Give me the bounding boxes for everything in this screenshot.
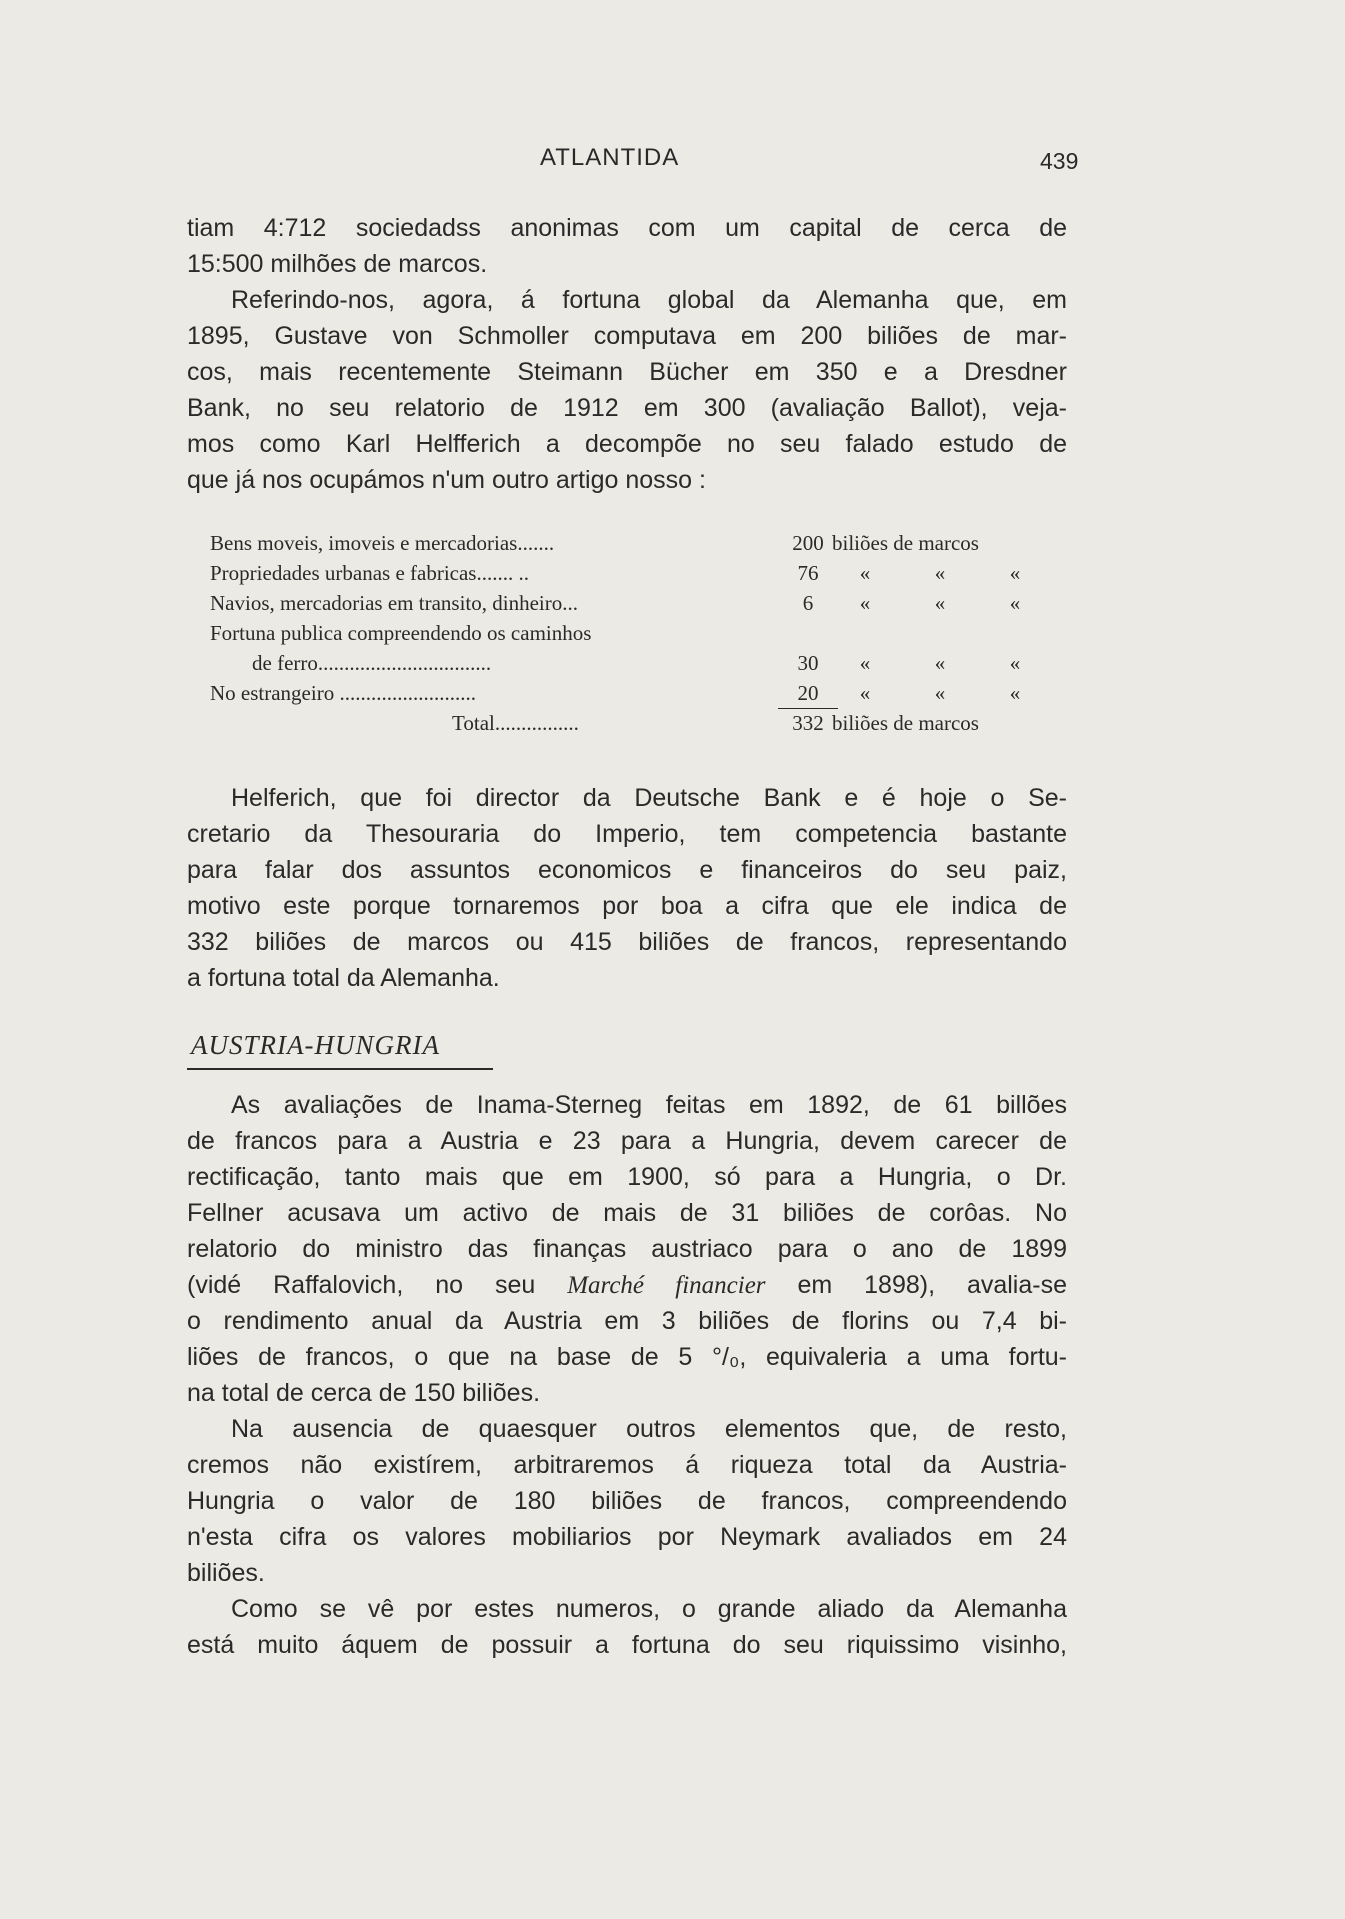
- ditto-mark: «: [859, 561, 871, 585]
- table-row: [210, 558, 1040, 588]
- ditto-mark: «: [1009, 681, 1021, 705]
- paragraph-line: cretario da Thesouraria do Imperio, tem competencia bastante: [187, 820, 1067, 848]
- heading-underline: [187, 1068, 493, 1070]
- wealth-table: [210, 528, 1040, 738]
- text-span: (vidé Raffalovich, no seu: [187, 1271, 536, 1299]
- paragraph-line: na total de cerca de 150 biliões.: [187, 1379, 541, 1407]
- total-unit: biliões de marcos: [832, 711, 979, 735]
- paragraph-line: Como se vê por estes numeros, o grande aliado da Alemanha: [231, 1595, 1067, 1623]
- paragraph-line: Na ausencia de quaesquer outros elementos que, de resto,: [231, 1415, 1067, 1443]
- ditto-mark: «: [934, 651, 946, 675]
- paragraph-line: de francos para a Austria e 23 para a Hungria, devem carecer de: [187, 1127, 1067, 1155]
- body-text-upper: [187, 210, 1067, 498]
- row-description: No estrangeiro ..........................: [210, 681, 476, 705]
- row-description: Fortuna publica compreendendo os caminhos: [210, 621, 592, 645]
- paragraph-line: biliões.: [187, 1559, 265, 1587]
- paragraph-line: está muito áquem de possuir a fortuna do seu riquissimo visinho,: [187, 1631, 1067, 1659]
- ditto-mark: «: [934, 561, 946, 585]
- ditto-mark: «: [934, 681, 946, 705]
- paragraph-line: relatorio do ministro das finanças austriaco para o ano de 1899: [187, 1235, 1067, 1263]
- paragraph-line: que já nos ocupámos n'um outro artigo nosso :: [187, 466, 706, 494]
- paragraph-line: mos como Karl Helfferich a decompõe no seu falado estudo de: [187, 430, 1067, 458]
- paragraph-line: liões de francos, o que na base de 5 °/₀, equivaleria a uma fortu-: [187, 1343, 1067, 1371]
- total-amount: 332: [792, 711, 824, 735]
- row-amount: 76: [797, 561, 819, 585]
- publication-title: Marché financier: [567, 1272, 766, 1299]
- row-description: Propriedades urbanas e fabricas....... ..: [210, 561, 529, 585]
- row-amount: 30: [797, 651, 819, 675]
- table-row: [210, 528, 1040, 558]
- paragraph-line: Hungria o valor de 180 biliões de francos, compreendendo: [187, 1487, 1067, 1515]
- row-description: de ferro.................................: [252, 651, 492, 675]
- row-amount: 200: [792, 531, 824, 555]
- paragraph-line: Fellner acusava um activo de mais de 31 biliões de corôas. No: [187, 1199, 1067, 1227]
- table-row: [210, 648, 1040, 678]
- ditto-mark: «: [859, 681, 871, 705]
- paragraph-line: 332 biliões de marcos ou 415 biliões de francos, representando: [187, 928, 1067, 956]
- paragraph-line: Helferich, que foi director da Deutsche Bank e é hoje o Se-: [231, 784, 1067, 812]
- page-number: 439: [1040, 148, 1079, 174]
- row-description: Bens moveis, imoveis e mercadorias.......: [210, 531, 555, 555]
- paragraph-line: cos, mais recentemente Steimann Bücher em 350 e a Dresdner: [187, 358, 1067, 386]
- total-label: Total................: [452, 711, 579, 735]
- table-total-row: [210, 708, 1040, 738]
- row-description: Navios, mercadorias em transito, dinheiro...: [210, 591, 578, 615]
- paragraph-line: n'esta cifra os valores mobiliarios por Neymark avaliados em 24: [187, 1523, 1067, 1551]
- table-row: [210, 618, 1040, 648]
- paragraph-line: Referindo-nos, agora, á fortuna global da Alemanha que, em: [231, 286, 1067, 314]
- ditto-mark: «: [859, 591, 871, 615]
- paragraph-line: tiam 4:712 sociedadss anonimas com um capital de cerca de: [187, 214, 1067, 242]
- row-amount: 6: [802, 591, 814, 615]
- paragraph-line: para falar dos assuntos economicos e financeiros do seu paiz,: [187, 856, 1067, 884]
- body-text-middle: [187, 780, 1067, 996]
- paragraph-line: o rendimento anual da Austria em 3 biliões de florins ou 7,4 bi-: [187, 1307, 1067, 1335]
- row-unit: biliões de marcos: [832, 531, 979, 555]
- table-row: [210, 588, 1040, 618]
- paragraph-line: rectificação, tanto mais que em 1900, só para a Hungria, o Dr.: [187, 1163, 1067, 1191]
- running-title: ATLANTIDA: [540, 144, 680, 171]
- text-span: em 1898), avalia-se: [797, 1271, 1067, 1299]
- ditto-mark: «: [859, 651, 871, 675]
- ditto-mark: «: [1009, 591, 1021, 615]
- paragraph-line: As avaliações de Inama-Sterneg feitas em 1892, de 61 billões: [231, 1091, 1067, 1119]
- section-heading: AUSTRIA-HUNGRIA: [191, 1030, 440, 1060]
- paragraph-line: motivo este porque tornaremos por boa a cifra que ele indica de: [187, 892, 1067, 920]
- body-text-lower: [187, 1087, 1067, 1663]
- paragraph-line: 1895, Gustave von Schmoller computava em 200 biliões de mar-: [187, 322, 1067, 350]
- table-row: [210, 678, 1040, 708]
- ditto-mark: «: [1009, 561, 1021, 585]
- paragraph-line: a fortuna total da Alemanha.: [187, 964, 500, 992]
- page-header: [0, 144, 1345, 184]
- paragraph-line: 15:500 milhões de marcos.: [187, 250, 488, 278]
- ditto-mark: «: [1009, 651, 1021, 675]
- paragraph-line: [187, 1267, 1067, 1303]
- ditto-mark: «: [934, 591, 946, 615]
- paragraph-line: Bank, no seu relatorio de 1912 em 300 (avaliação Ballot), veja-: [187, 394, 1067, 422]
- paragraph-line: cremos não existírem, arbitraremos á riqueza total da Austria-: [187, 1451, 1067, 1479]
- row-amount: 20: [778, 678, 838, 709]
